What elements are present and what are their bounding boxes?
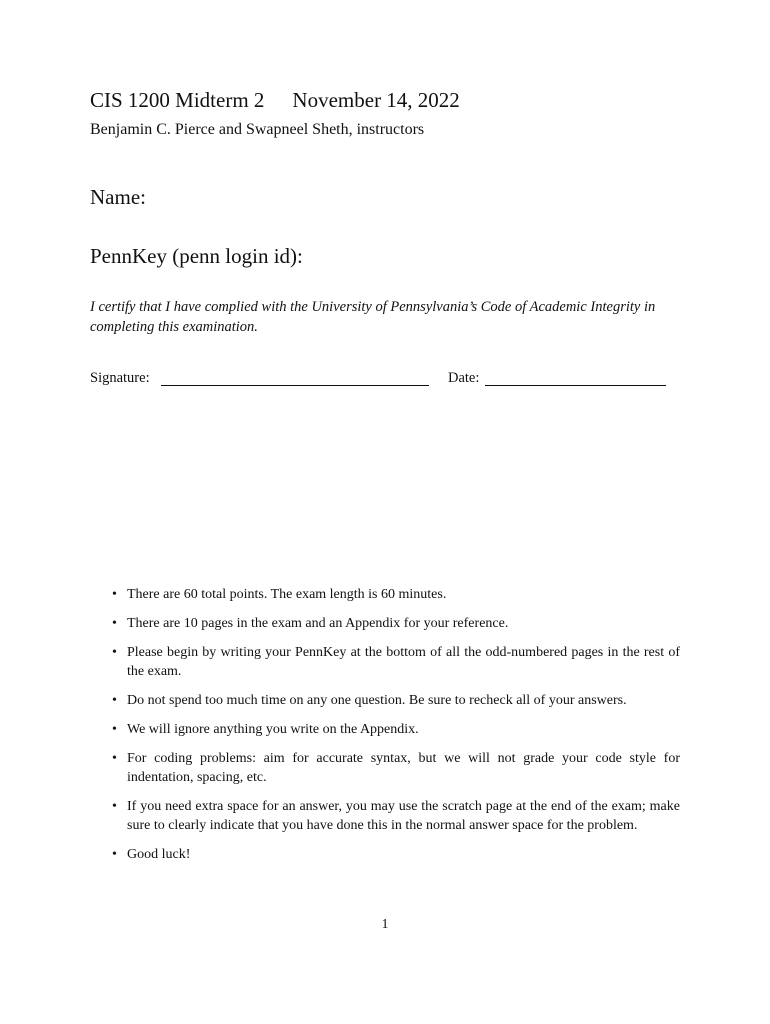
instruction-item: • For coding problems: aim for accurate syntax, but we will not grade your code style for indentation, spacing, etc. (112, 751, 680, 785)
academic-integrity-statement: I certify that I have complied with the University of Pennsylvania’s Code of Academic Integrity in completing this examination. (90, 299, 656, 335)
exam-date: November 14, 2022 (292, 88, 460, 112)
page-number: 1 (381, 917, 389, 932)
course-title: CIS 1200 Midterm 2 (90, 88, 265, 112)
bullet-icon: • (112, 751, 117, 766)
instruction-item: • Please begin by writing your PennKey at the bottom of all the odd-numbered pages in the rest of the exam. (112, 645, 680, 679)
signature-line (161, 385, 429, 386)
date-label: Date: (448, 370, 480, 386)
pennkey-field-label: PennKey (penn login id): (90, 244, 303, 268)
instruction-item: • Good luck! (112, 847, 191, 862)
instructors-line: Benjamin C. Pierce and Swapneel Sheth, instructors (90, 121, 425, 138)
instruction-item: • There are 10 pages in the exam and an Appendix for your reference. (112, 616, 509, 631)
instructions-list (112, 585, 680, 874)
instruction-item: • There are 60 total points. The exam length is 60 minutes. (112, 587, 447, 602)
date-line (485, 385, 666, 386)
bullet-icon: • (112, 799, 117, 814)
bullet-icon: • (112, 587, 117, 602)
instruction-item: • If you need extra space for an answer, you may use the scratch page at the end of the exam; make sure to clearly indicate that you have done this in the normal answer space for the problem. (112, 799, 680, 833)
exam-title-row (90, 88, 460, 113)
name-field-label: Name: (90, 185, 146, 209)
instruction-item: • Do not spend too much time on any one question. Be sure to recheck all of your answers. (112, 693, 627, 708)
signature-label: Signature: (90, 370, 150, 386)
instruction-item: • We will ignore anything you write on the Appendix. (112, 722, 419, 737)
bullet-icon: • (112, 722, 117, 737)
bullet-icon: • (112, 693, 117, 708)
bullet-icon: • (112, 616, 117, 631)
bullet-icon: • (112, 847, 117, 862)
bullet-icon: • (112, 645, 117, 660)
